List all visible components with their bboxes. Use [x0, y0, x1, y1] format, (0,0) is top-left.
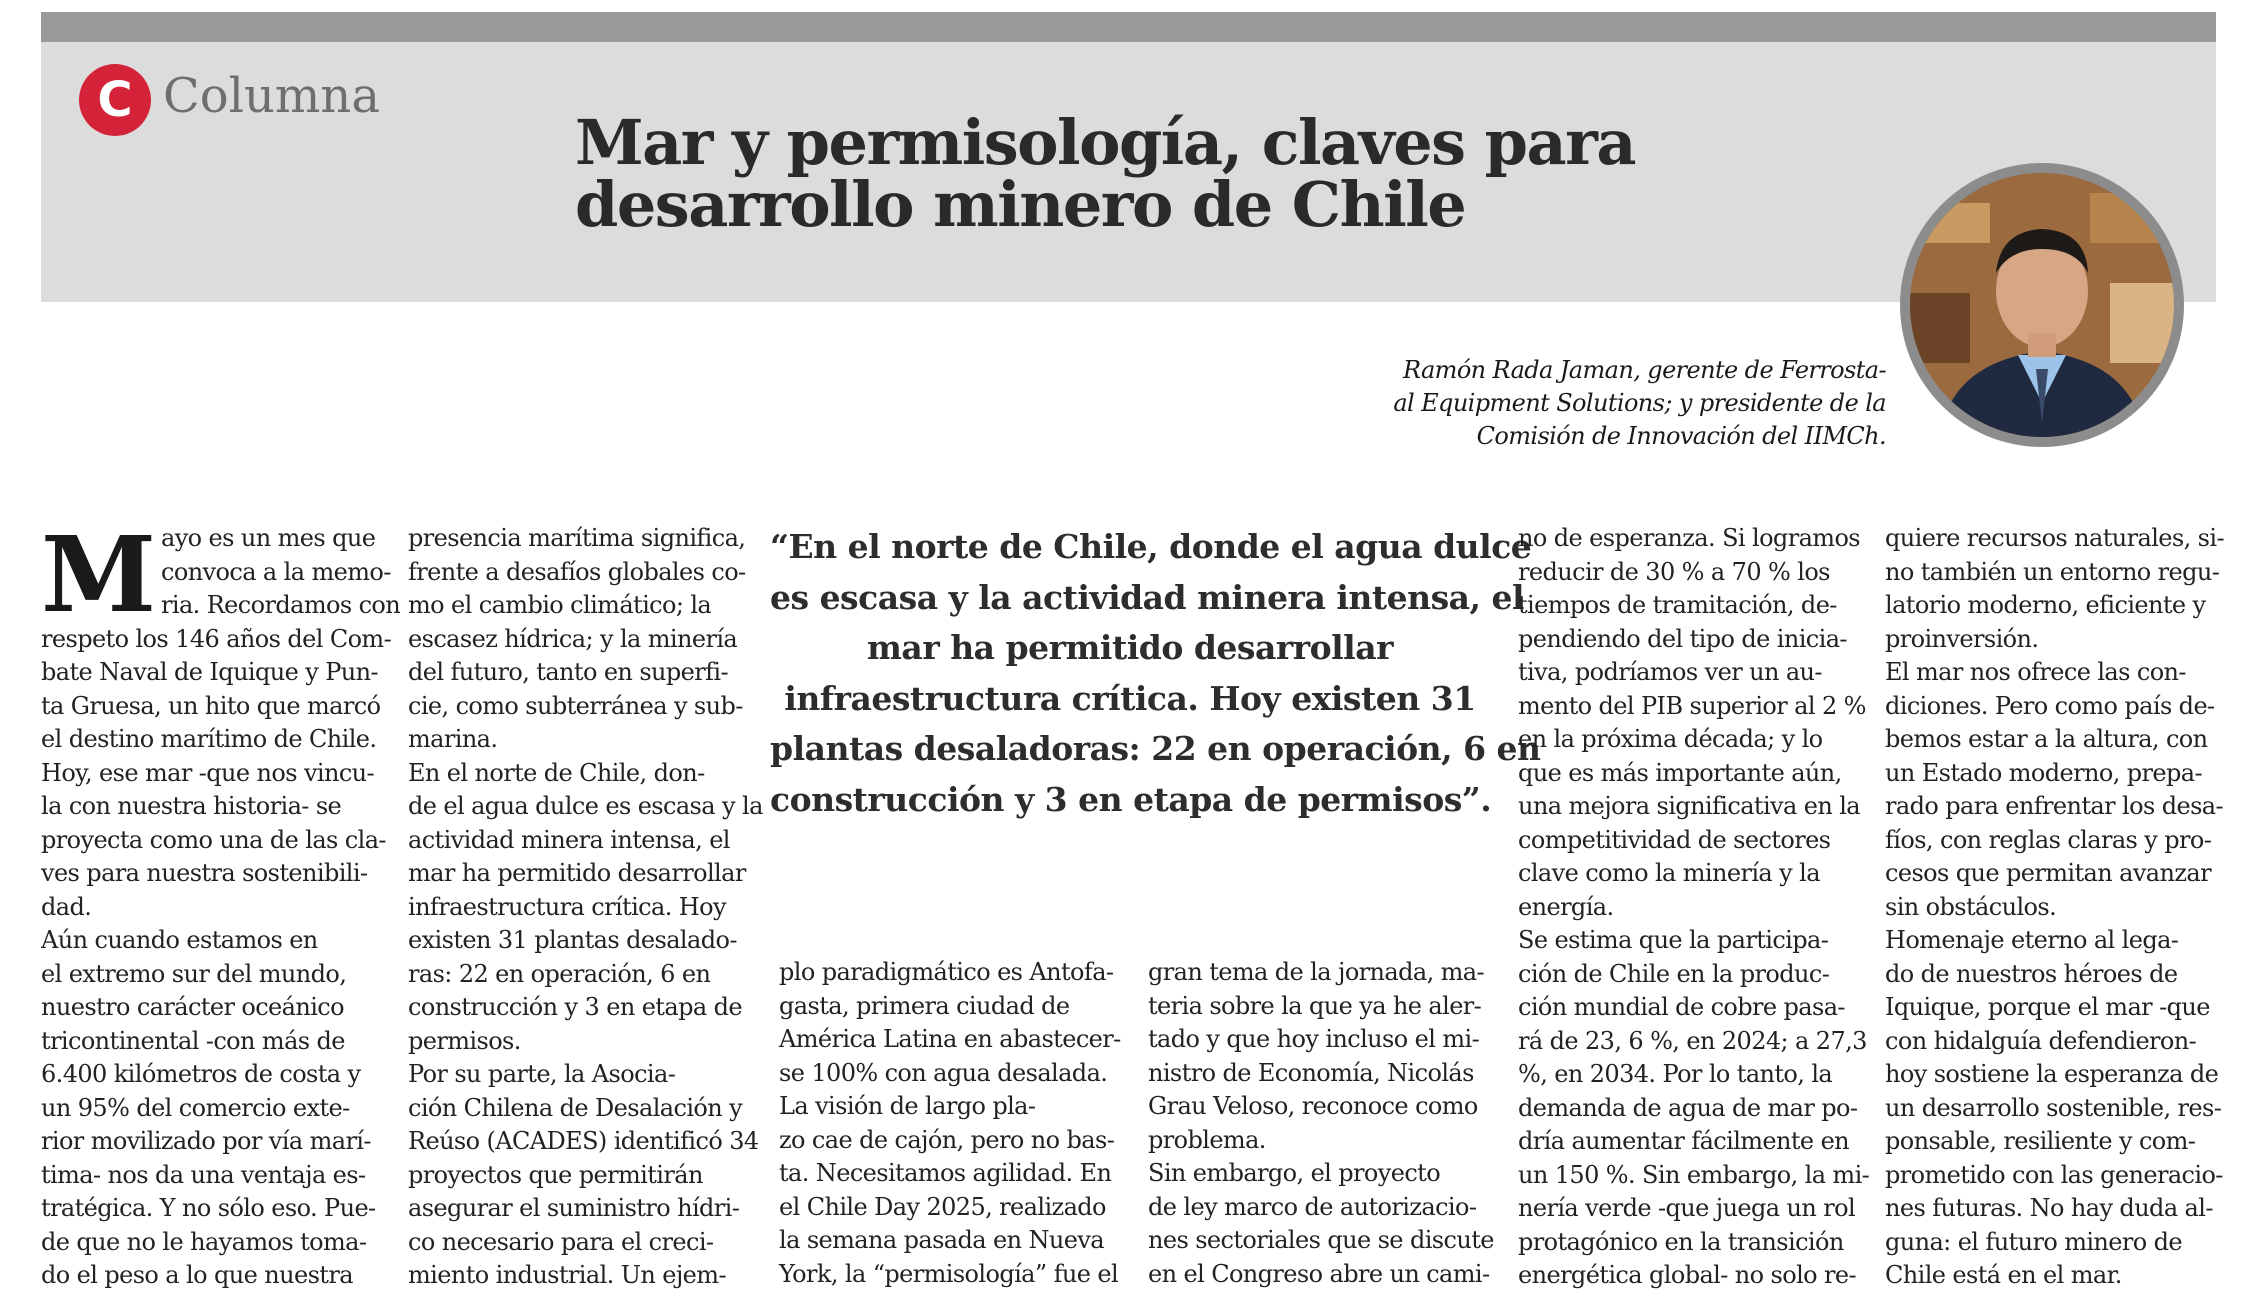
text-line: ta Gruesa, un hito que marcó — [41, 691, 381, 720]
byline-line: Comisión de Innovación del IIMCh. — [1476, 422, 1886, 450]
text-line: una mejora significativa en la — [1518, 792, 1861, 820]
text-line: Por su parte, la Asocia- — [408, 1060, 676, 1088]
text-line: se 100% con agua desalada. — [779, 1058, 1108, 1087]
text-line: demanda de agua de mar po- — [1518, 1093, 1858, 1122]
text-line: Reúso (ACADES) identificó 34 — [408, 1127, 759, 1155]
text-line: clave como la minería y la — [1518, 859, 1820, 887]
pull-quote-line: es escasa y la actividad minera intensa, el — [770, 577, 1525, 617]
text-line: convoca a la memo- — [161, 557, 391, 586]
text-line: tratégica. Y no sólo eso. Pue- — [41, 1194, 376, 1222]
text-line: cesos que permitan avanzar — [1885, 859, 2211, 887]
text-line: mento del PIB superior al 2 % — [1518, 691, 1866, 720]
text-line: %, en 2034. Por lo tanto, la — [1518, 1060, 1833, 1088]
text-line: proyectos que permitirán — [408, 1160, 703, 1189]
text-line: energética global- no solo re- — [1518, 1261, 1857, 1289]
text-line: ras: 22 en operación, 6 en — [408, 959, 711, 988]
text-line: fíos, con reglas claras y pro- — [1885, 825, 2212, 854]
text-line: nes sectoriales que se discute — [1148, 1226, 1494, 1254]
pull-quote-line: construcción y 3 en etapa de permisos”. — [770, 779, 1492, 819]
text-line: Se estima que la participa- — [1518, 926, 1829, 954]
text-line: El mar nos ofrece las con- — [1885, 658, 2186, 686]
text-line: ción Chilena de Desalación y — [408, 1093, 743, 1122]
text-line: zo cae de cajón, pero no bas- — [779, 1125, 1115, 1154]
text-line: rior movilizado por vía marí- — [41, 1127, 371, 1155]
text-line: Aún cuando estamos en — [41, 926, 318, 954]
headline-line: Mar y permisología, claves para — [575, 106, 1635, 179]
text-line: reducir de 30 % a 70 % los — [1518, 557, 1830, 586]
text-line: ves para nuestra sostenibili- — [41, 859, 368, 887]
text-line: cie, como subterránea y sub- — [408, 691, 743, 720]
text-line: miento industrial. Un ejem- — [408, 1261, 726, 1289]
text-line: Sin embargo, el proyecto — [1148, 1159, 1441, 1187]
text-line: nes futuras. No hay duda al- — [1885, 1194, 2213, 1222]
text-line: quiere recursos naturales, si- — [1885, 524, 2224, 552]
text-line: guna: el futuro minero de — [1885, 1227, 2183, 1256]
article-headline — [575, 106, 1855, 241]
text-line: Grau Veloso, reconoce como — [1148, 1092, 1478, 1120]
text-line: ponsable, resiliente y com- — [1885, 1127, 2196, 1155]
text-line: proinversión. — [1885, 624, 2039, 653]
text-line: de ley marco de autorizacio- — [1148, 1192, 1477, 1221]
text-line: América Latina en abastecer- — [779, 1025, 1121, 1053]
text-line: tiempos de tramitación, de- — [1518, 591, 1837, 619]
text-line: el destino marítimo de Chile. — [41, 725, 377, 753]
text-line: latorio moderno, eficiente y — [1885, 591, 2206, 619]
text-line: en la próxima década; y lo — [1518, 725, 1823, 753]
text-line: ción de Chile en la produc- — [1518, 959, 1830, 988]
byline-line: al Equipment Solutions; y presidente de la — [1393, 389, 1886, 417]
text-line: nistro de Economía, Nicolás — [1148, 1058, 1474, 1087]
text-line: do de nuestros héroes de — [1885, 959, 2178, 988]
text-line: ayo es un mes que — [161, 524, 376, 552]
text-line: protagónico en la transición — [1518, 1227, 1844, 1256]
author-portrait — [1900, 163, 2184, 447]
text-line: co necesario para el creci- — [408, 1227, 714, 1256]
text-line: de que no le hayamos toma- — [41, 1227, 367, 1256]
text-line: un desarrollo sostenible, res- — [1885, 1093, 2222, 1122]
text-line: Iquique, porque el mar -que — [1885, 993, 2210, 1021]
text-line: energía. — [1518, 892, 1614, 921]
text-line: Chile está en el mar. — [1885, 1261, 2122, 1289]
text-line: ta. Necesitamos agilidad. En — [779, 1159, 1112, 1187]
text-line: un 95% del comercio exte- — [41, 1093, 350, 1122]
text-line: problema. — [1148, 1125, 1266, 1154]
text-line: tricontinental -con más de — [41, 1026, 345, 1055]
text-line: proyecta como una de las cla- — [41, 825, 386, 854]
text-line: no de esperanza. Si logramos — [1518, 524, 1861, 552]
text-line: En el norte de Chile, don- — [408, 758, 705, 787]
text-line: competitividad de sectores — [1518, 825, 1831, 854]
text-line: escasez hídrica; y la minería — [408, 624, 738, 653]
text-line: presencia marítima significa, — [408, 524, 746, 552]
text-line: York, la “permisología” fue el — [779, 1259, 1119, 1288]
text-line: tima- nos da una ventaja es- — [41, 1160, 366, 1189]
text-line: del futuro, tanto en superfi- — [408, 658, 728, 686]
text-line: sin obstáculos. — [1885, 892, 2057, 921]
text-line: Hoy, ese mar -que nos vincu- — [41, 758, 375, 787]
text-line: do el peso a lo que nuestra — [41, 1261, 353, 1289]
top-rule — [41, 12, 2216, 42]
text-line: tiva, podríamos ver un au- — [1518, 658, 1822, 686]
text-line: la con nuestra historia- se — [41, 792, 342, 820]
byline-line: Ramón Rada Jaman, gerente de Ferrosta- — [1402, 356, 1886, 384]
body-column-2 — [408, 522, 763, 1293]
headline-line: desarrollo minero de Chile — [575, 168, 1466, 241]
pull-quote-line: “En el norte de Chile, donde el agua dulce — [770, 527, 1532, 566]
text-line: mo el cambio climático; la — [408, 591, 712, 619]
text-line: frente a desafíos globales co- — [408, 557, 746, 586]
section-label: Columna — [163, 68, 380, 124]
pull-quote-line: infraestructura crítica. Hoy existen 31 — [784, 678, 1476, 718]
text-line: pendiendo del tipo de inicia- — [1518, 624, 1847, 653]
text-line: asegurar el suministro hídri- — [408, 1194, 740, 1222]
text-line: dad. — [41, 892, 92, 921]
text-line: el extremo sur del mundo, — [41, 959, 347, 988]
section-logo-icon: C — [79, 64, 151, 136]
text-line: la semana pasada en Nueva — [779, 1226, 1105, 1254]
text-line: gasta, primera ciudad de — [779, 991, 1070, 1020]
text-line: actividad minera intensa, el — [408, 825, 730, 854]
text-line: diciones. Pero como país de- — [1885, 691, 2215, 720]
pull-quote-line: mar ha permitido desarrollar — [867, 628, 1393, 667]
text-line: bate Naval de Iquique y Pun- — [41, 658, 379, 686]
text-line: ción mundial de cobre pasa- — [1518, 993, 1845, 1021]
body-column-1 — [41, 513, 401, 1293]
text-line: nería verde -que juega un rol — [1518, 1194, 1856, 1222]
text-line: hoy sostiene la esperanza de — [1885, 1060, 2219, 1088]
author-photo-icon — [1910, 173, 2174, 437]
body-column-6 — [1885, 522, 2224, 1293]
text-line: rado para enfrentar los desa- — [1885, 792, 2224, 820]
pull-quote-line: plantas desaladoras: 22 en operación, 6 en — [770, 729, 1541, 768]
text-line: bemos estar a la altura, con — [1885, 725, 2208, 753]
body-column-3 — [779, 956, 1121, 1291]
text-line: plo paradigmático es Antofa- — [779, 958, 1114, 986]
text-line: infraestructura crítica. Hoy — [408, 892, 726, 921]
text-line: ria. Recordamos con — [161, 591, 401, 619]
text-line: permisos. — [408, 1026, 521, 1055]
text-line: construcción y 3 en etapa de — [408, 993, 742, 1021]
text-line: teria sobre la que ya he aler- — [1148, 991, 1482, 1020]
text-line: marina. — [408, 725, 498, 753]
text-line: Homenaje eterno al lega- — [1885, 926, 2179, 954]
drop-cap: M — [41, 513, 157, 636]
author-byline — [1280, 354, 1886, 453]
text-line: mar ha permitido desarrollar — [408, 859, 746, 887]
text-line: gran tema de la jornada, ma- — [1148, 958, 1485, 986]
text-line: nuestro carácter oceánico — [41, 993, 344, 1021]
text-line: respeto los 146 años del Com- — [41, 624, 392, 653]
text-line: un 150 %. Sin embargo, la mi- — [1518, 1160, 1870, 1189]
text-line: no también un entorno regu- — [1885, 557, 2220, 586]
text-line: un Estado moderno, prepa- — [1885, 758, 2203, 787]
text-line: rá de 23, 6 %, en 2024; a 27,3 — [1518, 1026, 1867, 1055]
text-line: que es más importante aún, — [1518, 758, 1842, 787]
text-line: tado y que hoy incluso el mi- — [1148, 1025, 1480, 1053]
text-line: de el agua dulce es escasa y la — [408, 792, 763, 820]
text-line: existen 31 plantas desalado- — [408, 926, 737, 954]
text-line: 6.400 kilómetros de costa y — [41, 1060, 361, 1088]
pull-quote — [770, 522, 1541, 825]
text-line: dría aumentar fácilmente en — [1518, 1127, 1850, 1155]
text-line: La visión de largo pla- — [779, 1092, 1036, 1120]
text-line: prometido con las generacio- — [1885, 1160, 2223, 1189]
body-column-5 — [1518, 522, 1870, 1293]
text-line: en el Congreso abre un cami- — [1148, 1259, 1490, 1288]
text-line: el Chile Day 2025, realizado — [779, 1192, 1106, 1221]
body-column-4 — [1148, 956, 1494, 1291]
text-line: con hidalguía defendieron- — [1885, 1026, 2197, 1055]
